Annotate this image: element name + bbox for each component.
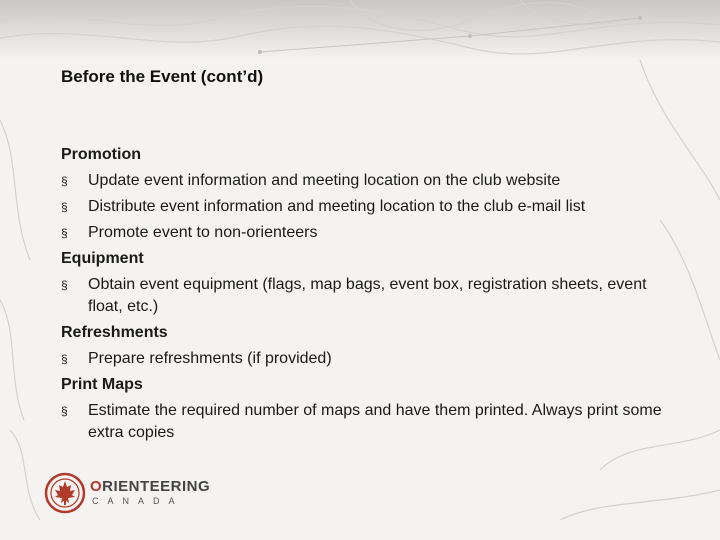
bullet-icon: § (61, 352, 68, 366)
maple-leaf-compass-icon (44, 472, 86, 514)
bullet-icon: § (61, 174, 68, 188)
list-item: § Promote event to non-orienteers (61, 220, 701, 246)
list-item: § Distribute event information and meeting location to the club e-mail list (61, 194, 701, 220)
bullet-icon: § (61, 226, 68, 240)
slide-content (61, 142, 701, 446)
bullet-icon: § (61, 200, 68, 214)
section-heading-refreshments: Refreshments (61, 324, 168, 341)
section-heading-print-maps: Print Maps (61, 376, 143, 393)
list-item: § Estimate the required number of maps and have them printed. Always print some extra copies (61, 398, 688, 446)
section-heading-equipment: Equipment (61, 250, 144, 267)
orienteering-canada-logo (44, 470, 210, 516)
list-item: § Update event information and meeting location on the club website (61, 168, 701, 194)
slide-title: Before the Event (cont’d) (61, 67, 264, 86)
logo-wordmark: ORIENTEERING (90, 478, 211, 495)
bullet-icon: § (61, 404, 68, 418)
bullet-icon: § (61, 278, 68, 292)
list-item: § Obtain event equipment (flags, map bags, event box, registration sheets, event float, etc.) (61, 272, 648, 320)
section-heading-promotion: Promotion (61, 146, 141, 163)
logo-subtitle: CANADA (92, 496, 184, 506)
list-item: § Prepare refreshments (if provided) (61, 346, 701, 372)
